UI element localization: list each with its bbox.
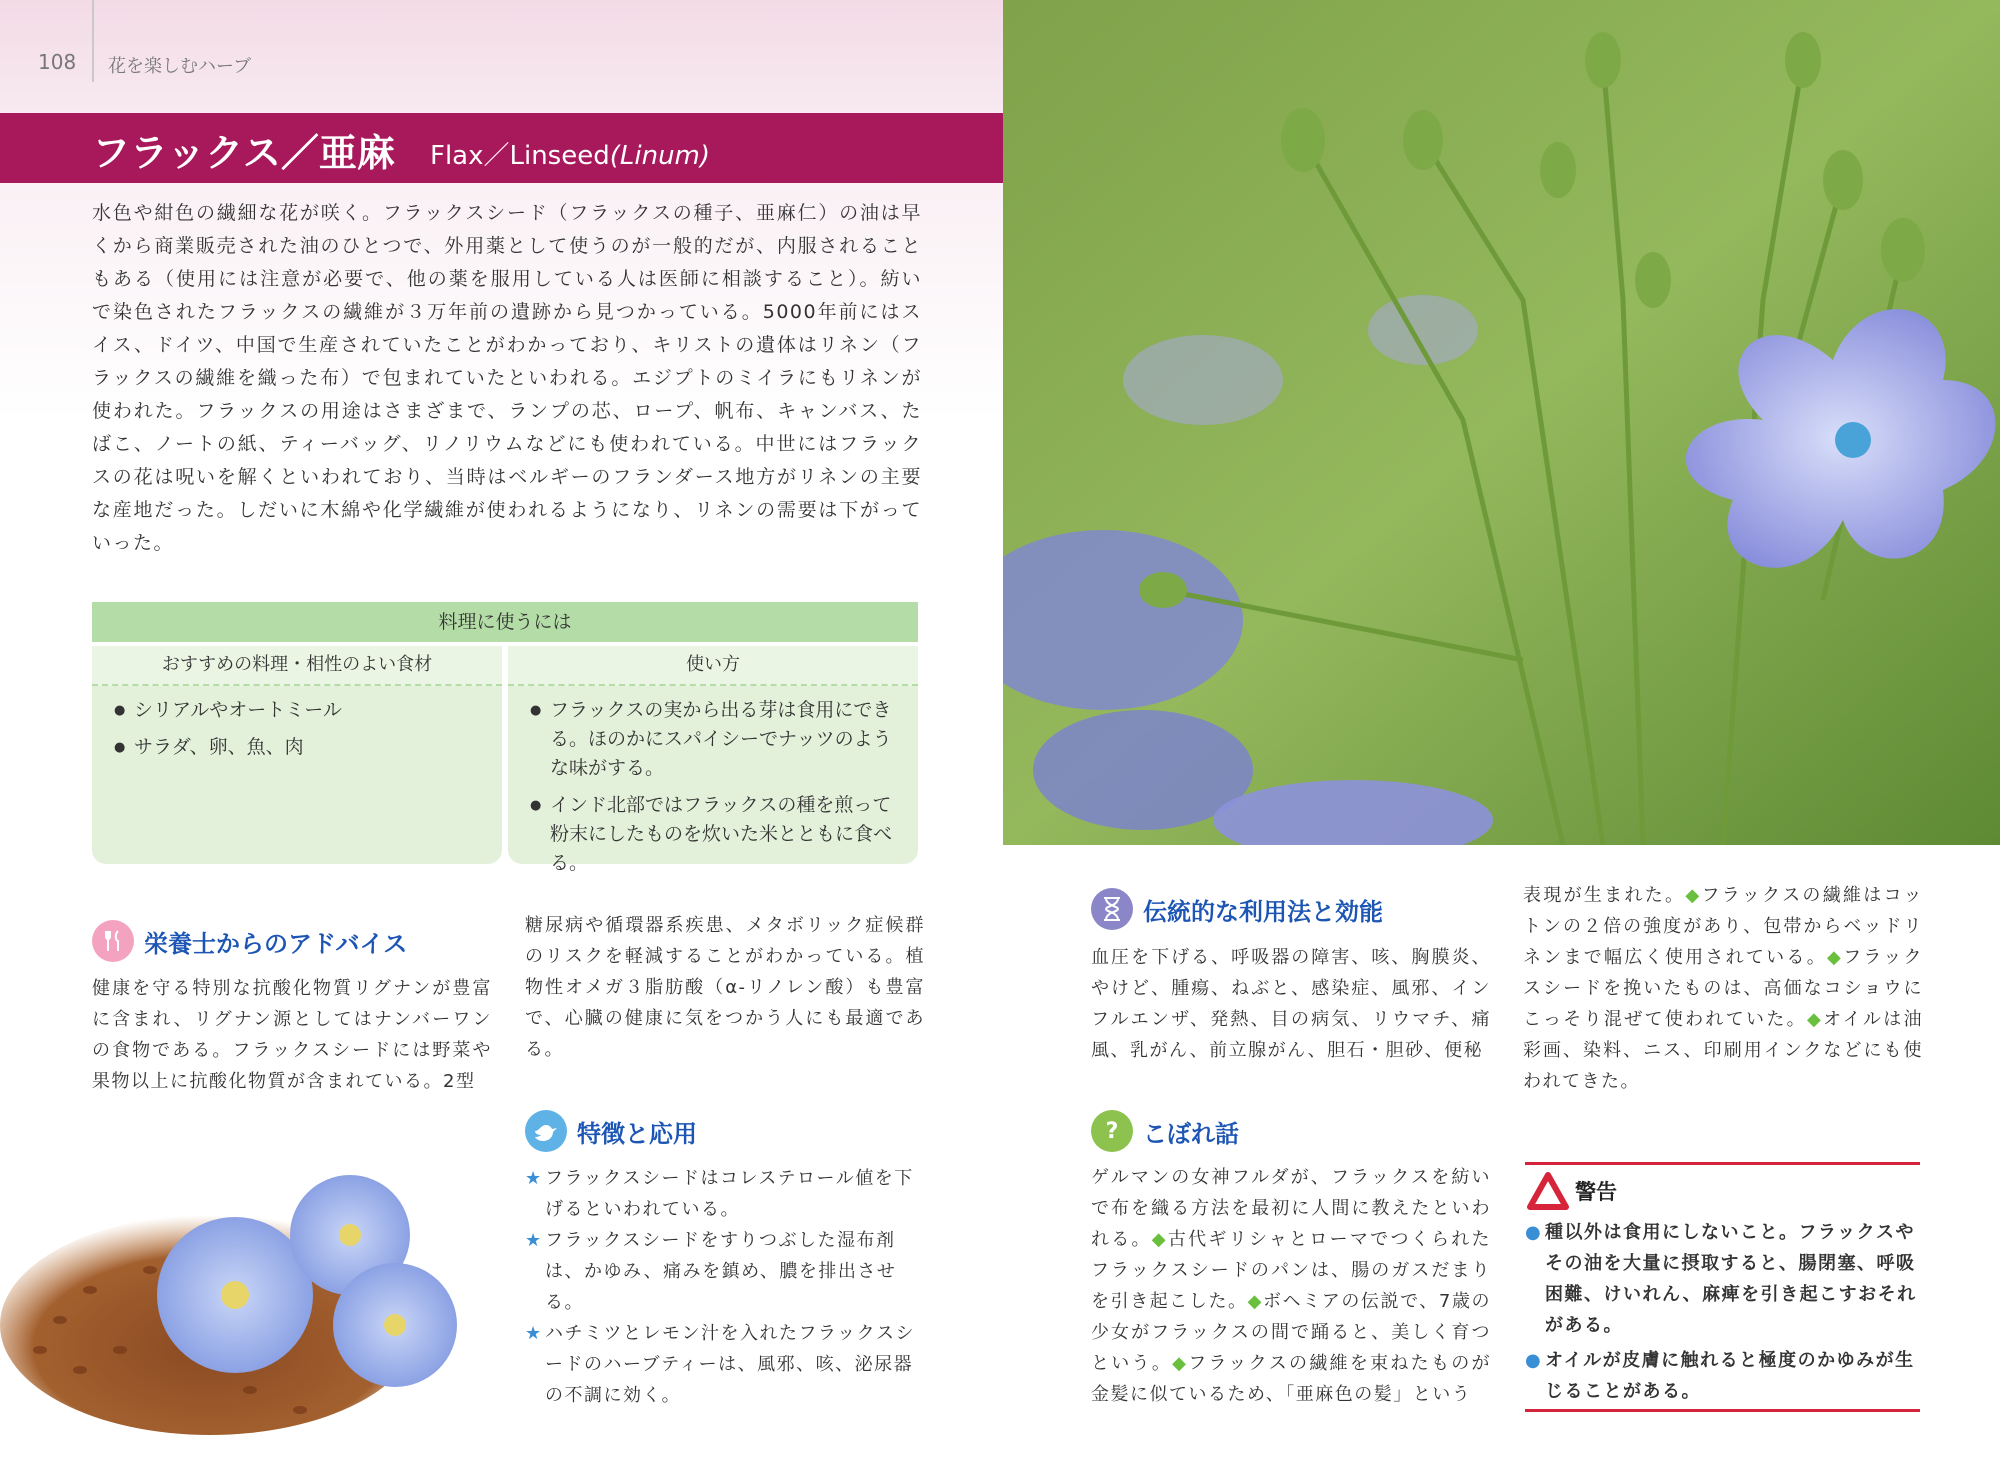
diamond-icon: ◆ — [1151, 1229, 1168, 1250]
warning-title: 警告 — [1575, 1180, 1617, 1204]
traditional-text: 血圧を下げる、呼吸器の障害、咳、胸膜炎、やけど、腫瘍、ねぶと、感染症、風邪、インフルエンザ、発熱、目の病気、リウマチ、痛風、乳がん、前立腺がん、胆石・胆砂、便秘 — [1091, 947, 1491, 1061]
recommended-foods-list — [92, 696, 502, 762]
cooking-table-header: 料理に使うには — [92, 602, 918, 642]
feature-text: ハチミツとレモン汁を入れたフラックスシードのハーブティーは、風邪、咳、泌尿器の不調に効く。 — [545, 1323, 915, 1406]
english-name: Flax／Linseed — [430, 141, 610, 171]
feature-text: フラックスシードをすりつぶした湿布剤は、かゆみ、痛みを鎮め、膿を排出させる。 — [545, 1230, 897, 1313]
text-segment: フラックスシードを挽いたものは、高価なコショウにこっそり混ぜて使われていた。 — [1523, 947, 1924, 1030]
cooking-column-title: おすすめの料理・相性のよい食材 — [92, 646, 502, 686]
text-segment: 表現が生まれた。 — [1523, 885, 1686, 906]
cooking-column-title: 使い方 — [508, 646, 918, 686]
nutrition-text-part2: 糖尿病や循環器系疾患、メタボリック症候群のリスクを軽減することがわかっている。植物性オメガ３脂肪酸（α-リノレン酸）も豊富で、心臓の健康に気をつかう人にも最適である。 — [525, 915, 925, 1060]
intro-paragraph: 水色や紺色の繊細な花が咲く。フラックスシード（フラックスの種子、亜麻仁）の油は早くから商業販売された油のひとつで、外用薬として使うのが一般的だが、内服されることもある（使用には注意が必要で、他の薬を服用している人は医師に相談すること）。紡いで染色されたフラックスの繊維が３万年前の遺跡から見つかっている。5000年前にはスイス、ドイツ、中国で生産されていたことがわかっており、キリストの遺体はリネン（フラックスの繊維を織った布）で包まれていたといわれる。エジプトのミイラにもリネンが使われた。フラックスの用途はさまざまで、ランプの芯、ロープ、帆布、キャンバス、たばこ、ノートの紙、ティーバッグ、リノリウムなどにも使われている。中世にはフラックスの花は呪いを解くといわれており、当時はベルギーのフランダース地方がリネンの主要な産地だった。しだいに木綿や化学繊維が使われるようになり、リネンの需要は下がっていった。 — [92, 202, 922, 554]
feature-text: フラックスシードはコレステロール値を下げるといわれている。 — [545, 1168, 914, 1220]
traditional-title: 伝統的な利用法と効能 — [1143, 897, 1383, 926]
page-number: 108 — [38, 50, 77, 74]
text-segment: フラックスの繊維を束ねたものが金髪に似ているため、「亜麻色の髪」という — [1091, 1353, 1491, 1405]
list-item: ● サラダ、卵、魚、肉 — [114, 733, 484, 762]
warning-top-line — [1525, 1162, 1920, 1165]
flax-seeds-flowers-image — [0, 1140, 520, 1440]
diamond-icon: ◆ — [1826, 947, 1844, 968]
list-item — [525, 1225, 925, 1318]
warning-list — [1525, 1217, 1920, 1411]
running-title: 花を楽しむハーブ — [108, 56, 252, 77]
cooking-column-recommended — [92, 646, 502, 864]
bullet-icon: ● — [1525, 1222, 1543, 1243]
question-icon: ? — [1091, 1110, 1133, 1152]
cooking-column-usage — [508, 646, 918, 874]
warning-box — [1525, 1162, 1920, 1412]
text-segment: 古代ギリシャとローマでつくられたフラックスシードのパンは、腸のガスだまりを引き起こした。 — [1091, 1229, 1492, 1312]
text-segment: オイルは油彩画、染料、ニス、印刷用インクなどにも使われてきた。 — [1523, 1009, 1923, 1092]
bird-icon — [525, 1110, 567, 1152]
hourglass-icon — [1091, 888, 1133, 930]
bullet-icon: ● — [1525, 1350, 1543, 1371]
list-item: ● インド北部ではフラックスの種を煎って粉末にしたものを炊いた米とともに食べる。 — [530, 791, 900, 878]
trivia-heading — [1091, 1110, 1239, 1152]
cooking-table — [92, 602, 918, 874]
usage-list — [508, 696, 918, 878]
nutrition-title: 栄養士からのアドバイス — [144, 929, 408, 958]
nutrition-text-part1: 健康を守る特別な抗酸化物質リグナンが豊富に含まれ、リグナン源としてはナンバーワンの食物である。フラックスシードには野菜や果物以上に抗酸化物質が含まれている。2型 — [92, 978, 492, 1092]
latin-name: (Linum) — [609, 141, 711, 171]
warning-text: オイルが皮膚に触れると極度のかゆみが生じることがある。 — [1545, 1350, 1915, 1402]
fork-knife-icon — [92, 920, 134, 962]
list-item — [1525, 1345, 1920, 1407]
warning-bottom-line — [1525, 1409, 1920, 1412]
herb-title-japanese: フラックス／亜麻 — [92, 131, 395, 175]
star-icon: ★ — [525, 1168, 543, 1189]
features-heading — [525, 1110, 697, 1152]
trivia-text — [1091, 1162, 1491, 1410]
diamond-icon: ◆ — [1685, 885, 1702, 906]
list-item — [525, 1318, 925, 1411]
diamond-icon: ◆ — [1247, 1291, 1264, 1312]
header-divider — [92, 0, 94, 82]
text-segment: ゲルマンの女神フルダが、フラックスを紡いで布を織る方法を最初に人間に教えたといわれる。 — [1091, 1167, 1491, 1250]
warning-text: 種以外は食用にしないこと。フラックスやその油を大量に摂取すると、腸閉塞、呼吸困難、けいれん、麻痺を引き起こすおそれがある。 — [1545, 1222, 1917, 1336]
traditional-text-continued — [1523, 880, 1923, 1097]
list-item — [525, 1163, 925, 1225]
nutrition-heading — [92, 920, 407, 962]
star-icon: ★ — [525, 1323, 543, 1344]
diamond-icon: ◆ — [1172, 1353, 1189, 1374]
list-item — [1525, 1217, 1920, 1341]
herb-title-english — [430, 135, 710, 172]
features-title: 特徴と応用 — [577, 1119, 697, 1148]
star-icon: ★ — [525, 1230, 543, 1251]
warning-triangle-icon — [1527, 1172, 1569, 1210]
text-segment: ボヘミアの伝説で、7歳の少女がフラックスの間で踊ると、美しく育つという。 — [1091, 1291, 1491, 1374]
flax-flower-photo — [1003, 0, 2000, 845]
diamond-icon: ◆ — [1807, 1009, 1824, 1030]
list-item: ● フラックスの実から出る芽は食用にできる。ほのかにスパイシーでナッツのような味がする。 — [530, 696, 900, 783]
trivia-title: こぼれ話 — [1143, 1119, 1239, 1148]
traditional-heading — [1091, 888, 1383, 930]
features-list — [525, 1163, 925, 1411]
text-segment: フラックスの繊維はコットンの２倍の強度があり、包帯からベッドリネンまで幅広く使用されている。 — [1523, 885, 1924, 968]
list-item: ● シリアルやオートミール — [114, 696, 484, 725]
